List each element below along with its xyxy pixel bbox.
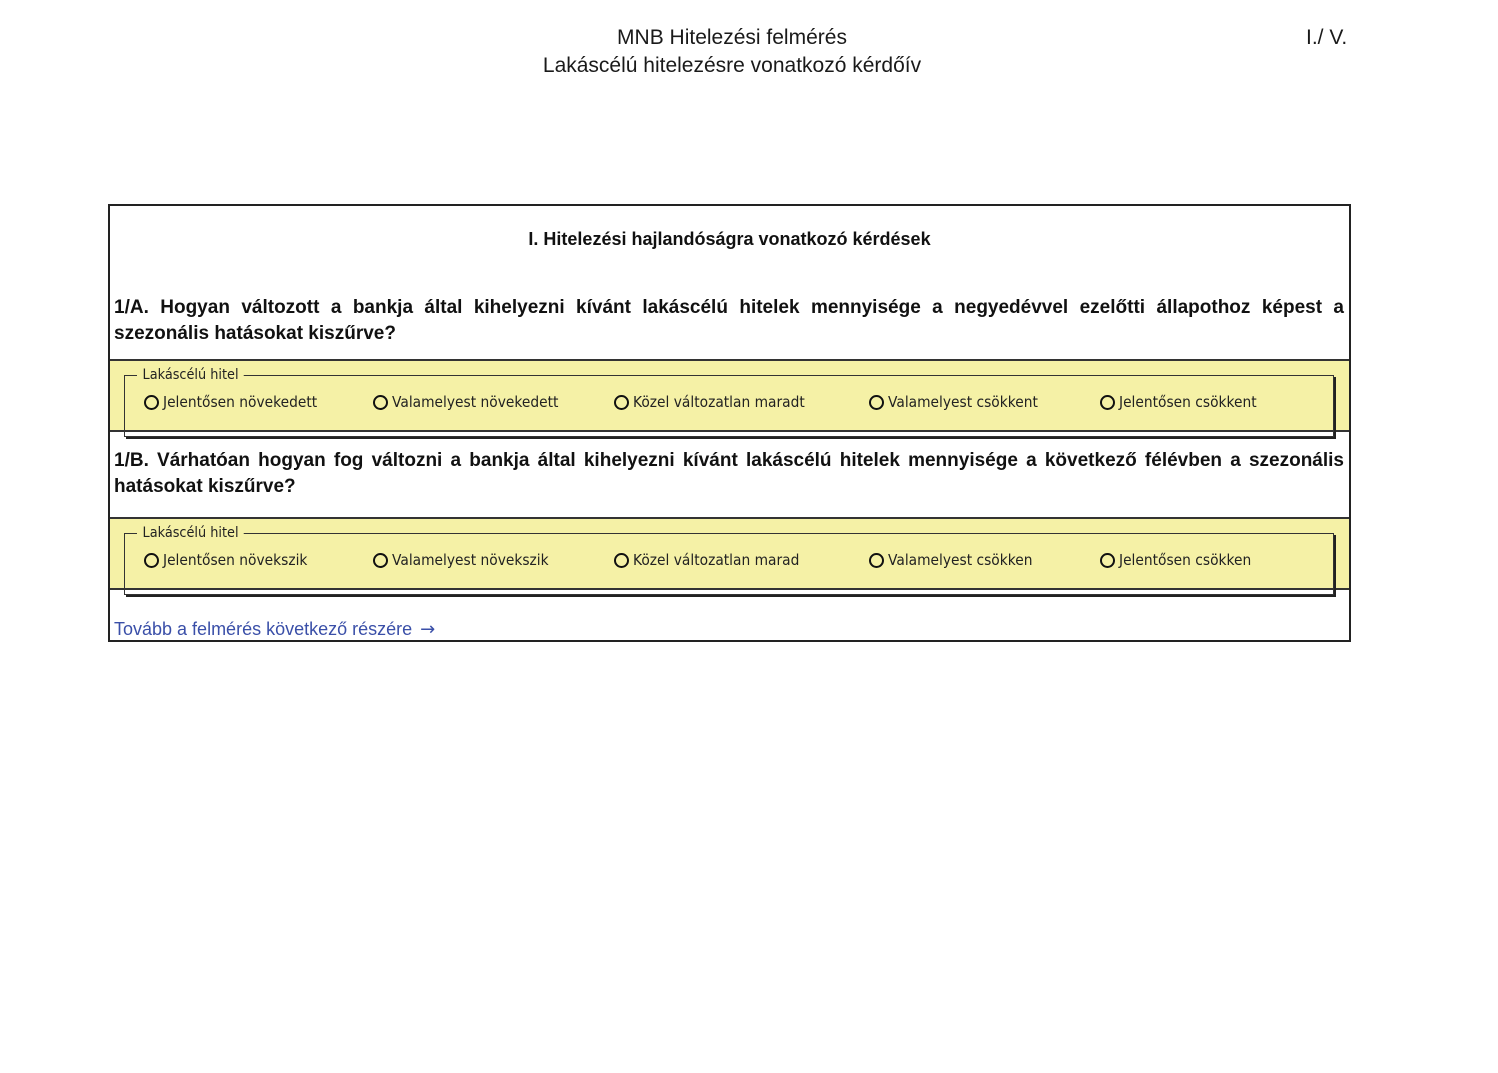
radio-button[interactable]	[1100, 553, 1115, 568]
document-header	[0, 24, 1464, 80]
radio-button[interactable]	[869, 395, 884, 410]
option-1b-jelentosen-csokken[interactable]	[1100, 551, 1263, 569]
arrow-right-icon: →	[420, 619, 436, 640]
option-label: Jelentősen csökken	[1119, 551, 1252, 569]
option-1b-kozel-valtozatlan[interactable]	[614, 551, 814, 569]
next-section-link-label: Tovább a felmérés következő részére	[114, 619, 413, 639]
option-1a-jelentosen-csokkent[interactable]	[1100, 393, 1269, 411]
option-label: Valamelyest csökken	[888, 551, 1033, 569]
question-1a-text: 1/A. Hogyan változott a bankja által kihelyezni kívánt lakáscélú hitelek mennyisége a negyedévvel ezelőtti állapothoz képest a szezonális hatásokat kiszűrve?	[114, 297, 1344, 344]
radio-group-1a	[124, 367, 1334, 437]
survey-subtitle: Lakáscélú hitelezésre vonatkozó kérdőív	[542, 54, 922, 77]
option-1b-valamelyest-novekszik[interactable]	[373, 551, 562, 569]
option-label: Közel változatlan maradt	[633, 393, 805, 411]
radio-button[interactable]	[144, 553, 159, 568]
radio-button[interactable]	[144, 395, 159, 410]
option-1a-jelentosen-novekedett[interactable]	[144, 393, 331, 411]
radio-button[interactable]	[614, 553, 629, 568]
answer-band-1b	[110, 517, 1349, 590]
radio-group-legend: Lakáscélú hitel	[137, 366, 244, 384]
option-1b-jelentosen-novekszik[interactable]	[144, 551, 320, 569]
option-label: Jelentősen növekszik	[163, 551, 308, 569]
radio-button[interactable]	[869, 553, 884, 568]
option-label: Valamelyest növekszik	[392, 551, 549, 569]
radio-button[interactable]	[1100, 395, 1115, 410]
option-label: Jelentősen növekedett	[163, 393, 318, 411]
radio-group-1b	[124, 525, 1334, 595]
option-1a-kozel-valtozatlan[interactable]	[614, 393, 820, 411]
section-title: I. Hitelezési hajlandóságra vonatkozó kérdések	[528, 229, 931, 249]
radio-button[interactable]	[373, 553, 388, 568]
answer-band-1a	[110, 359, 1349, 432]
question-1b-text: 1/B. Várhatóan hogyan fog változni a bankja által kihelyezni kívánt lakáscélú hitelek mennyisége a következő félévben a szezonális hatásokat kiszűrve?	[114, 450, 1344, 497]
option-label: Jelentősen csökkent	[1119, 393, 1257, 411]
option-1a-valamelyest-csokkent[interactable]	[869, 393, 1051, 411]
survey-title: MNB Hitelezési felmérés	[617, 26, 847, 49]
page-marker: I./ V.	[1306, 26, 1348, 49]
option-1a-valamelyest-novekedett[interactable]	[373, 393, 573, 411]
radio-button[interactable]	[373, 395, 388, 410]
option-1b-valamelyest-csokken[interactable]	[869, 551, 1045, 569]
next-section-link[interactable]	[114, 619, 435, 640]
radio-button[interactable]	[614, 395, 629, 410]
survey-form	[108, 204, 1351, 642]
option-label: Közel változatlan marad	[633, 551, 800, 569]
radio-group-legend: Lakáscélú hitel	[137, 524, 244, 542]
option-label: Valamelyest növekedett	[392, 393, 559, 411]
option-label: Valamelyest csökkent	[888, 393, 1038, 411]
